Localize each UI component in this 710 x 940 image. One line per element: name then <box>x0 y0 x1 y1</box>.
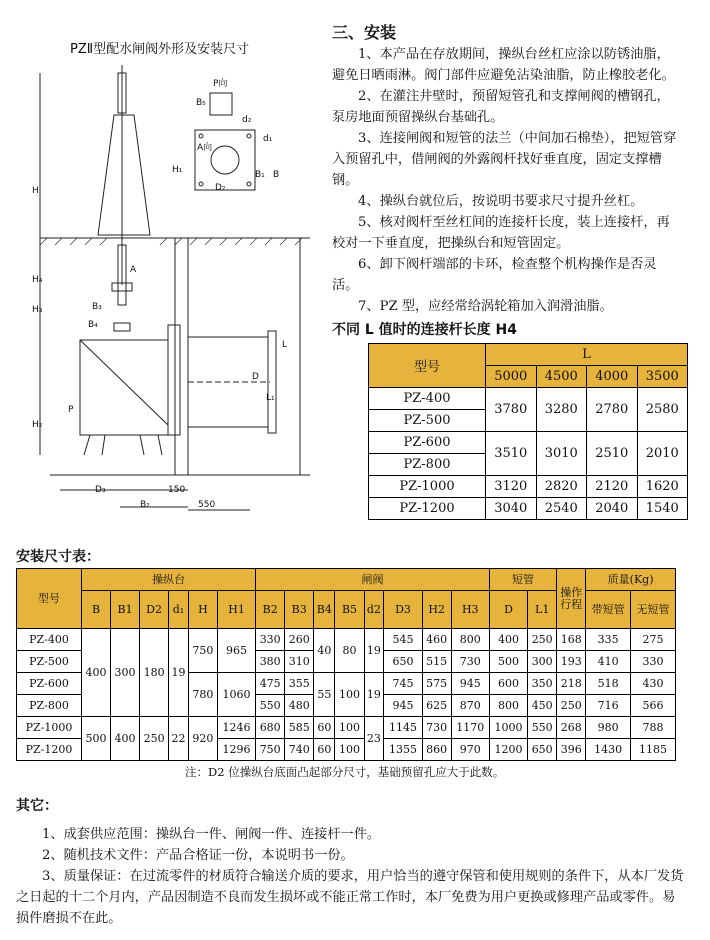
cell-d2: 19 <box>364 629 384 673</box>
h4-cell: 1620 <box>637 476 688 498</box>
label-B3: B₃ <box>92 302 102 312</box>
cell-B4: 40 <box>314 629 335 673</box>
col-B2: B2 <box>256 591 285 629</box>
h4-cell: 3120 <box>486 476 537 498</box>
label-B: B <box>273 170 280 180</box>
cell-D: 600 <box>489 673 527 695</box>
cell-B3: 260 <box>285 629 314 651</box>
h4-cell: 2820 <box>536 476 587 498</box>
label-p-direction: P向 <box>213 79 228 89</box>
label-H: H <box>32 186 39 196</box>
cell-D: 500 <box>489 651 527 673</box>
label-H3: H₃ <box>32 305 43 315</box>
cell-mass-with: 716 <box>586 695 631 717</box>
cell-H1: 1296 <box>217 739 255 761</box>
cell-H1: 1060 <box>217 673 255 717</box>
size-table <box>16 568 676 761</box>
h4-cell: 2510 <box>587 432 638 476</box>
cell-D: 800 <box>489 695 527 717</box>
cell-B2: 330 <box>256 629 285 651</box>
cell-B2: 380 <box>256 651 285 673</box>
diagram-title: PZⅡ型配水闸阀外形及安装尺寸 <box>70 42 250 57</box>
install-item: 6、卸下阀杆端部的卡环，检查整个机构操作是否灵活。 <box>332 257 657 293</box>
cell-B3: 480 <box>285 695 314 717</box>
col-H2: H2 <box>422 591 451 629</box>
row-model: PZ-400 <box>17 629 82 651</box>
cell-H3: 1170 <box>451 717 489 739</box>
h4-model: PZ-400 <box>369 388 486 410</box>
label-D: D <box>252 372 259 382</box>
label-a-direction: A向 <box>197 143 213 153</box>
label-B1: B₁ <box>255 170 265 180</box>
cell-mass-without: 566 <box>631 695 676 717</box>
install-item: 1、本产品在存放期间，操纵台丝杠应涂以防锈油脂，避免日晒雨淋。阀门部件应避免沾染油脂，防止橡胶老化。 <box>332 47 675 83</box>
cell-B: 500 <box>82 717 111 761</box>
h4-model: PZ-500 <box>369 410 486 432</box>
cell-H2: 730 <box>422 717 451 739</box>
cell-mass-with: 1430 <box>586 739 631 761</box>
row-model: PZ-600 <box>17 673 82 695</box>
cell-D: 400 <box>489 629 527 651</box>
h4-cell: 3780 <box>486 388 537 432</box>
cell-B4: 60 <box>314 717 335 739</box>
cell-L1: 650 <box>528 739 557 761</box>
cell-B5: 80 <box>335 629 364 673</box>
h4-model-header: 型号 <box>369 344 486 388</box>
other-item: 2、随机技术文件：产品合格证一份，本说明书一份。 <box>42 848 354 863</box>
label-P: P <box>68 405 74 415</box>
other-title: 其它： <box>16 798 58 814</box>
cell-mass-without: 788 <box>631 717 676 739</box>
col-with-pipe: 带短管 <box>586 591 631 629</box>
valve-installation-drawing <box>10 55 325 525</box>
label-H4: H₄ <box>32 275 43 285</box>
label-D3: D₃ <box>95 485 106 495</box>
cell-H3: 800 <box>451 629 489 651</box>
h4-cell: 1540 <box>637 498 688 520</box>
h4-l-header: L <box>486 344 688 366</box>
cell-stroke: 250 <box>557 695 586 717</box>
cell-L1: 450 <box>528 695 557 717</box>
cell-B3: 740 <box>285 739 314 761</box>
row-model: PZ-1200 <box>17 739 82 761</box>
label-d2: d₂ <box>242 115 252 125</box>
install-item: 5、核对阀杆至丝杠间的连接杆长度，装上连接杆，再校对一下垂直度，把操纵台和短管固定。 <box>332 215 670 251</box>
row-model: PZ-500 <box>17 651 82 673</box>
hdr-console: 操纵台 <box>82 569 256 591</box>
h4-model: PZ-800 <box>369 454 486 476</box>
h4-model: PZ-600 <box>369 432 486 454</box>
cell-H2: 860 <box>422 739 451 761</box>
other-item: 3、质量保证：在过流零件的材质符合输送介质的要求，用户恰当的遵守保管和使用规则的条件下，从本厂发货之日起的十二个月内，产品因制造不良而发生损坏或不能正常工作时，本厂免费为用户更换或修理产品或零件。易损件磨损不在此。 <box>16 869 684 926</box>
cell-B2: 475 <box>256 673 285 695</box>
cell-B3: 310 <box>285 651 314 673</box>
cell-d2: 19 <box>364 673 384 717</box>
col-D: D <box>489 591 527 629</box>
cell-d1: 19 <box>169 629 189 717</box>
label-d1: d₁ <box>263 134 273 144</box>
h4-cell: 2040 <box>587 498 638 520</box>
cell-H3: 970 <box>451 739 489 761</box>
install-list <box>332 44 682 317</box>
cell-L1: 350 <box>528 673 557 695</box>
cell-mass-without: 1185 <box>631 739 676 761</box>
size-table-title: 安装尺寸表： <box>16 549 100 565</box>
cell-H3: 945 <box>451 673 489 695</box>
cell-B3: 585 <box>285 717 314 739</box>
label-B4: B₄ <box>88 320 98 330</box>
cell-mass-with: 518 <box>586 673 631 695</box>
col-H1: H1 <box>217 591 255 629</box>
col-B5: B5 <box>335 591 364 629</box>
cell-D: 1200 <box>489 739 527 761</box>
h4-table-title: 不同 L 值时的连接杆长度 H4 <box>332 322 518 338</box>
cell-B: 400 <box>82 629 111 717</box>
h4-table <box>368 343 688 520</box>
cell-H2: 460 <box>422 629 451 651</box>
h4-model: PZ-1000 <box>369 476 486 498</box>
cell-D3: 945 <box>384 695 422 717</box>
col-H3: H3 <box>451 591 489 629</box>
cell-stroke: 218 <box>557 673 586 695</box>
label-L: L <box>282 340 288 350</box>
cell-H3: 870 <box>451 695 489 717</box>
hdr-model: 型号 <box>17 569 82 629</box>
cell-mass-without: 330 <box>631 651 676 673</box>
hdr-mass: 质量(Kg) <box>586 569 676 591</box>
col-H: H <box>188 591 217 629</box>
install-item: 3、连接闸阀和短管的法兰（中间加石棉垫），把短管穿入预留孔中，借闸阀的外露阀杆找好垂直度，固定支撑槽钢。 <box>332 131 677 188</box>
hdr-gate: 闸阀 <box>256 569 490 591</box>
cell-B3: 355 <box>285 673 314 695</box>
h4-cell: 3280 <box>536 388 587 432</box>
cell-D2: 250 <box>140 717 169 761</box>
h4-cell: 3040 <box>486 498 537 520</box>
h4-cell: 2780 <box>587 388 638 432</box>
cell-H: 920 <box>188 717 217 761</box>
col-d1: d₁ <box>169 591 189 629</box>
h4-cell: 2120 <box>587 476 638 498</box>
install-item: 7、PZ 型，应经常给涡轮箱加入润滑油脂。 <box>358 299 613 314</box>
cell-B5: 100 <box>335 739 364 761</box>
cell-B5: 100 <box>335 673 364 717</box>
cell-mass-without: 275 <box>631 629 676 651</box>
install-title: 三、安装 <box>332 23 397 42</box>
label-B2: B₂ <box>140 500 150 510</box>
label-150: 150 <box>168 485 186 495</box>
label-L1: L₁ <box>266 393 275 403</box>
cell-H2: 575 <box>422 673 451 695</box>
h4-cell: 3010 <box>536 432 587 476</box>
col-B: B <box>82 591 111 629</box>
cell-D3: 1355 <box>384 739 422 761</box>
hdr-stroke: 操作行程 <box>557 569 586 629</box>
cell-D: 1000 <box>489 717 527 739</box>
cell-D3: 745 <box>384 673 422 695</box>
install-item: 4、操纵台就位后，按说明书要求尺寸提升丝杠。 <box>358 194 644 209</box>
cell-mass-with: 980 <box>586 717 631 739</box>
cell-B4: 55 <box>314 673 335 717</box>
other-item: 1、成套供应范围：操纵台一件、闸阀一件、连接杆一件。 <box>42 827 381 842</box>
cell-L1: 300 <box>528 651 557 673</box>
install-item: 2、在灌注井壁时，预留短管孔和支撑闸阀的槽钢孔，泵房地面预留操纵台基础孔。 <box>332 89 670 125</box>
col-B4: B4 <box>314 591 335 629</box>
cell-B1: 300 <box>111 629 140 717</box>
row-model: PZ-800 <box>17 695 82 717</box>
cell-mass-with: 335 <box>586 629 631 651</box>
cell-mass-without: 430 <box>631 673 676 695</box>
cell-B2: 550 <box>256 695 285 717</box>
h4-model: PZ-1200 <box>369 498 486 520</box>
label-H1: H₁ <box>172 165 183 175</box>
h4-cell: 2540 <box>536 498 587 520</box>
col-L1: L1 <box>528 591 557 629</box>
col-D3: D3 <box>384 591 422 629</box>
cell-stroke: 268 <box>557 717 586 739</box>
cell-L1: 250 <box>528 629 557 651</box>
col-d2: d2 <box>364 591 384 629</box>
label-A: A <box>130 265 137 275</box>
col-B3: B3 <box>285 591 314 629</box>
h4-cell: 3510 <box>486 432 537 476</box>
col-no-pipe: 无短管 <box>631 591 676 629</box>
h4-cell: 2010 <box>637 432 688 476</box>
label-B5: B₅ <box>196 98 206 108</box>
cell-D2: 180 <box>140 629 169 717</box>
cell-D3: 1145 <box>384 717 422 739</box>
cell-L1: 550 <box>528 717 557 739</box>
cell-H1: 1246 <box>217 717 255 739</box>
col-B1: B1 <box>111 591 140 629</box>
cell-mass-with: 410 <box>586 651 631 673</box>
cell-B4: 60 <box>314 739 335 761</box>
cell-stroke: 168 <box>557 629 586 651</box>
cell-H3: 730 <box>451 651 489 673</box>
cell-D3: 650 <box>384 651 422 673</box>
h4-l-value: 4000 <box>587 366 638 388</box>
cell-B2: 750 <box>256 739 285 761</box>
cell-H: 780 <box>188 673 217 717</box>
label-H2: H₂ <box>32 420 43 430</box>
cell-H2: 515 <box>422 651 451 673</box>
cell-stroke: 193 <box>557 651 586 673</box>
cell-stroke: 396 <box>557 739 586 761</box>
row-model: PZ-1000 <box>17 717 82 739</box>
cell-H: 750 <box>188 629 217 673</box>
h4-l-value: 3500 <box>637 366 688 388</box>
cell-D3: 545 <box>384 629 422 651</box>
label-550: 550 <box>198 500 216 510</box>
cell-B5: 100 <box>335 717 364 739</box>
col-D2: D2 <box>140 591 169 629</box>
other-list <box>16 824 684 929</box>
label-D2: D₂ <box>215 183 226 193</box>
size-table-note: 注：D2 位操纵台底面凸起部分尺寸，基础预留孔应大于此数。 <box>185 765 505 779</box>
cell-H1: 965 <box>217 629 255 673</box>
h4-cell: 2580 <box>637 388 688 432</box>
cell-B2: 680 <box>256 717 285 739</box>
cell-B1: 400 <box>111 717 140 761</box>
hdr-pipe: 短管 <box>489 569 556 591</box>
cell-d2: 23 <box>364 717 384 761</box>
cell-H2: 625 <box>422 695 451 717</box>
cell-d1: 22 <box>169 717 189 761</box>
h4-l-value: 5000 <box>486 366 537 388</box>
h4-l-value: 4500 <box>536 366 587 388</box>
